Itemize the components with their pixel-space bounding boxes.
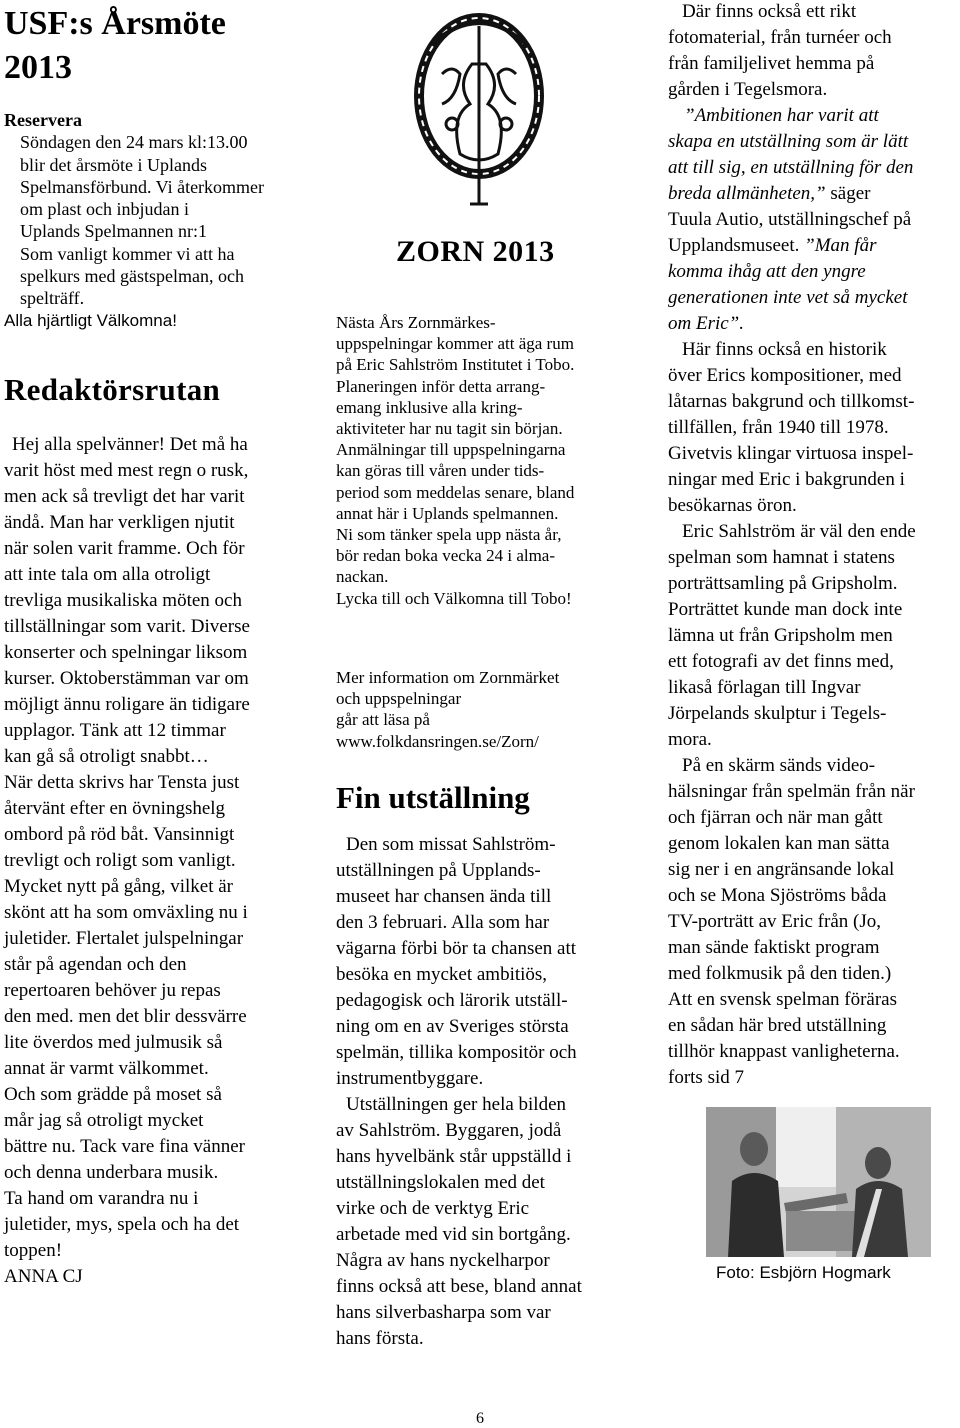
editor-line: trevligt och roligt som vanligt. xyxy=(4,850,236,871)
zorn-text xyxy=(336,312,632,609)
museum-name: Upplandsmuseet. xyxy=(668,235,805,256)
exhibit-line: av Sahlström. Byggaren, jodå xyxy=(336,1120,562,1141)
reserve-line: om plast och inbjudan i xyxy=(20,199,189,220)
editor-line: Och som grädde på moset så xyxy=(4,1084,222,1105)
zorn-line: period som meddelas senare, bland xyxy=(336,482,575,502)
quote-lines xyxy=(668,129,960,181)
history-paragraph xyxy=(668,337,960,519)
editor-line: Ta hand om varandra nu i xyxy=(4,1188,199,1209)
more-info-line: går att läsa på xyxy=(336,710,430,730)
editor-line: ändå. Man har verkligen njutit xyxy=(4,512,235,533)
reserve-line: Söndagen den 24 mars kl:13.00 xyxy=(20,132,248,153)
reserve-line: blir det årsmöte i Uplands xyxy=(20,154,207,175)
editor-line: juletider. Flertalet julspelningar xyxy=(4,928,244,949)
portrait-line: mora. xyxy=(668,729,712,750)
exhibit-line: Den som missat Sahlström- xyxy=(346,834,556,855)
editor-line: och denna underbara musik. xyxy=(4,1162,219,1183)
annual-meeting-year: 2013 xyxy=(4,49,72,86)
photo-material-line: Där finns också ett rikt xyxy=(682,1,857,22)
zorn-line: Ni som tänker spela upp nästa år, xyxy=(336,525,562,545)
video-line: och fjärran och när man gått xyxy=(668,807,883,828)
history-line: tillfällen, från 1940 till 1978. xyxy=(668,417,889,438)
more-info-line: och uppspelningar xyxy=(336,689,462,709)
zorn-emblem xyxy=(412,4,547,212)
exhibit-heading: Fin utställning xyxy=(336,780,530,815)
quote2-line: generationen inte vet så mycket xyxy=(668,287,908,308)
quote2-start: ”Man får xyxy=(804,235,877,256)
editor-line: varit höst med mest regn o rusk, xyxy=(4,460,249,481)
quote2-line: komma ihåg att den yngre xyxy=(668,261,866,282)
quote2-line: om Eric”. xyxy=(668,313,744,334)
reserve-line: Spelmansförbund. Vi återkommer xyxy=(20,176,265,197)
portrait-paragraph xyxy=(668,519,960,753)
exhibit-line: hans hyvelbänk står uppställd i xyxy=(336,1146,572,1167)
reserve-text xyxy=(4,131,299,309)
zorn-line: kan göras till våren under tids- xyxy=(336,461,545,481)
portrait-line: Jörpelands skulptur i Tegels- xyxy=(668,703,887,724)
history-line: över Erics kompositioner, med xyxy=(668,365,902,386)
editor-line: Mycket nytt på gång, vilket är xyxy=(4,876,233,897)
zorn-line: på Eric Sahlström Institutet i Tobo. xyxy=(336,355,575,375)
history-line: Här finns också en historik xyxy=(682,339,887,360)
editor-line: repertoaren behöver ju repas xyxy=(4,980,221,1001)
editor-line: Hej alla spelvänner! Det må ha xyxy=(12,434,248,455)
photo-material-line: gården i Tegelsmora. xyxy=(668,79,828,100)
zorn-emblem-image xyxy=(412,4,547,212)
portrait-line: spelman som hamnat i statens xyxy=(668,547,895,568)
editor-line: skönt att ha som omväxling nu i xyxy=(4,902,248,923)
article-title xyxy=(4,2,226,90)
museum-line xyxy=(668,233,960,259)
editor-line: står på agendan och den xyxy=(4,954,187,975)
exhibit-text-part2 xyxy=(336,1092,632,1352)
editor-heading: Redaktörsrutan xyxy=(4,372,221,407)
video-line: och se Mona Sjöströms båda xyxy=(668,885,887,906)
portrait-line: likaså förlagan till Ingvar xyxy=(668,677,861,698)
video-line: en sådan här bred utställning xyxy=(668,1015,887,1036)
editor-line: mår jag så otroligt mycket xyxy=(4,1110,204,1131)
exhibit-line: besöka en mycket ambitiös, xyxy=(336,964,548,985)
quote-person xyxy=(668,207,960,233)
editor-line: ANNA CJ xyxy=(4,1266,83,1287)
photo-caption: Foto: Esbjörn Hogmark xyxy=(716,1263,891,1282)
video-line: hälsningar från spelmän från när xyxy=(668,781,915,802)
exhibit-line: hans silverbasharpa som var xyxy=(336,1302,551,1323)
exhibit-line: museet har chansen ända till xyxy=(336,886,552,907)
zorn-heading: ZORN 2013 xyxy=(396,235,555,268)
editor-line: kan gå så otroligt snabbt… xyxy=(4,746,209,767)
exhibit-line: utställningslokalen med det xyxy=(336,1172,545,1193)
editor-line: möjligt ännu roligare än tidigare xyxy=(4,694,250,715)
exhibition-photo-image xyxy=(706,1107,931,1257)
exhibit-line: instrumentbyggare. xyxy=(336,1068,484,1089)
quote-line: att till sig, en utställning för den xyxy=(668,157,914,178)
annual-meeting-body xyxy=(4,109,299,332)
reserve-line: Uplands Spelmannen nr:1 xyxy=(20,221,207,242)
portrait-line: Porträttet kunde man dock inte xyxy=(668,599,903,620)
editor-line: att inte tala om alla otroligt xyxy=(4,564,211,585)
reserve-line: Som vanligt kommer vi att ha xyxy=(20,243,235,264)
video-line: Att en svensk spelman föräras xyxy=(668,989,897,1010)
history-line: låtarnas bakgrund och tillkomst- xyxy=(668,391,915,412)
exhibit-line: Några av hans nyckelharpor xyxy=(336,1250,550,1271)
video-paragraph xyxy=(668,753,960,1091)
editor-line: den med. men det blir dessvärre xyxy=(4,1006,247,1027)
portrait-line: Eric Sahlström är väl den ende xyxy=(682,521,916,542)
annual-meeting-title: USF:s Årsmöte xyxy=(4,5,226,42)
exhibit-line: Utställningen ger hela bilden xyxy=(346,1094,567,1115)
portrait-line: ett fotografi av det finns med, xyxy=(668,651,894,672)
photo-material-paragraph xyxy=(668,0,960,103)
video-line: På en skärm sänds video- xyxy=(682,755,876,776)
video-line: genom lokalen kan man sätta xyxy=(668,833,890,854)
exhibit-line: pedagogisk och lärorik utställ- xyxy=(336,990,568,1011)
photo-material-line: från familjelivet hemma på xyxy=(668,53,875,74)
exhibit-line: hans första. xyxy=(336,1328,424,1349)
exhibit-line: den 3 februari. Alla som har xyxy=(336,912,550,933)
page-number: 6 xyxy=(476,1410,484,1427)
more-info-line: www.folkdansringen.se/Zorn/ xyxy=(336,731,539,751)
zorn-line: nackan. xyxy=(336,567,389,587)
reserve-label: Reservera xyxy=(4,110,82,130)
history-line: besökarnas öron. xyxy=(668,495,797,516)
zorn-line: emang inklusive alla kring- xyxy=(336,397,523,417)
exhibit-line: vägarna förbi bör ta chansen att xyxy=(336,938,577,959)
editor-line: när solen varit framme. Och för xyxy=(4,538,245,559)
zorn-line: uppspelningar kommer att äga rum xyxy=(336,334,574,354)
quote-attribution-line xyxy=(668,181,960,207)
quote-person-line: Tuula Autio, utställningschef på xyxy=(668,209,912,230)
quote2-lines xyxy=(668,259,960,337)
editor-line: toppen! xyxy=(4,1240,63,1261)
exhibition-photo xyxy=(706,1107,931,1257)
editor-line: trevliga musikaliska möten och xyxy=(4,590,242,611)
editor-text xyxy=(4,432,299,1290)
zorn-line: annat här i Uplands spelmannen. xyxy=(336,503,559,523)
video-line: med folkmusik på den tiden.) xyxy=(668,963,892,984)
more-info-line: Mer information om Zornmärket xyxy=(336,668,560,687)
exhibit-line: ning om en av Sveriges största xyxy=(336,1016,569,1037)
zorn-line: bör redan boka vecka 24 i alma- xyxy=(336,546,556,566)
video-line: tillhör knappast vanligheterna. xyxy=(668,1041,900,1062)
exhibit-line: utställningen på Upplands- xyxy=(336,860,541,881)
history-line: ningar med Eric i bakgrunden i xyxy=(668,469,905,490)
zorn-line: Anmälningar till uppspelningarna xyxy=(336,440,566,460)
video-line: forts sid 7 xyxy=(668,1067,744,1088)
editor-line: lite överdos med julmusik så xyxy=(4,1032,223,1053)
editor-line: annat är varmt välkommet. xyxy=(4,1058,209,1079)
video-line: man sände faktiskt program xyxy=(668,937,880,958)
editor-line: juletider, mys, spela och ha det xyxy=(4,1214,240,1235)
video-line: TV-porträtt av Eric från (Jo, xyxy=(668,911,881,932)
editor-line: tillställningar som varit. Diverse xyxy=(4,616,250,637)
quote-end: breda allmänheten,” xyxy=(668,183,826,204)
exhibit-line: virke och de verktyg Eric xyxy=(336,1198,530,1219)
editor-line: upplagor. Tänk att 12 timmar xyxy=(4,720,226,741)
editor-line: kurser. Oktoberstämman var om xyxy=(4,668,249,689)
reserve-line: spelträff. xyxy=(20,288,85,309)
exhibit-line: finns också att bese, bland annat xyxy=(336,1276,582,1297)
editor-line: återvänt efter en övningshelg xyxy=(4,798,226,819)
video-line: sig ner i en angränsande lokal xyxy=(668,859,895,880)
zorn-line: Lycka till och Välkomna till Tobo! xyxy=(336,588,572,608)
exhibit-text-part1 xyxy=(336,832,632,1092)
exhibit-line: arbetade med vid sin bortgång. xyxy=(336,1224,571,1245)
reserve-line: spelkurs med gästspelman, och xyxy=(20,266,244,287)
photo-material-line: fotomaterial, från turnéer och xyxy=(668,27,892,48)
editor-line: bättre nu. Tack vare fina vänner xyxy=(4,1136,245,1157)
portrait-line: porträttsamling på Gripsholm. xyxy=(668,573,898,594)
portrait-line: lämna ut från Gripsholm men xyxy=(668,625,893,646)
editor-line: konserter och spelningar liksom xyxy=(4,642,248,663)
editor-line: ombord på röd båt. Vansinnigt xyxy=(4,824,235,845)
exhibit-line: spelmän, tillika kompositör och xyxy=(336,1042,577,1063)
quote-says: säger xyxy=(825,183,871,204)
zorn-line: Planeringen inför detta arrang- xyxy=(336,376,546,396)
zorn-more-info xyxy=(336,667,632,752)
zorn-line: aktiviteter har nu tagit sin början. xyxy=(336,419,563,439)
editor-line: men ack så trevligt det har varit xyxy=(4,486,245,507)
exhibit-continued-text xyxy=(668,0,960,1091)
history-line: Givetvis klingar virtuosa inspel- xyxy=(668,443,914,464)
quote-line-1: ”Ambitionen har varit att xyxy=(684,105,879,126)
welcome-text: Alla hjärtligt Välkomna! xyxy=(4,310,177,330)
quote-line: skapa en utställning som är lätt xyxy=(668,131,909,152)
editor-line: När detta skrivs har Tensta just xyxy=(4,772,240,793)
zorn-line: Nästa Års Zornmärkes- xyxy=(336,313,496,332)
